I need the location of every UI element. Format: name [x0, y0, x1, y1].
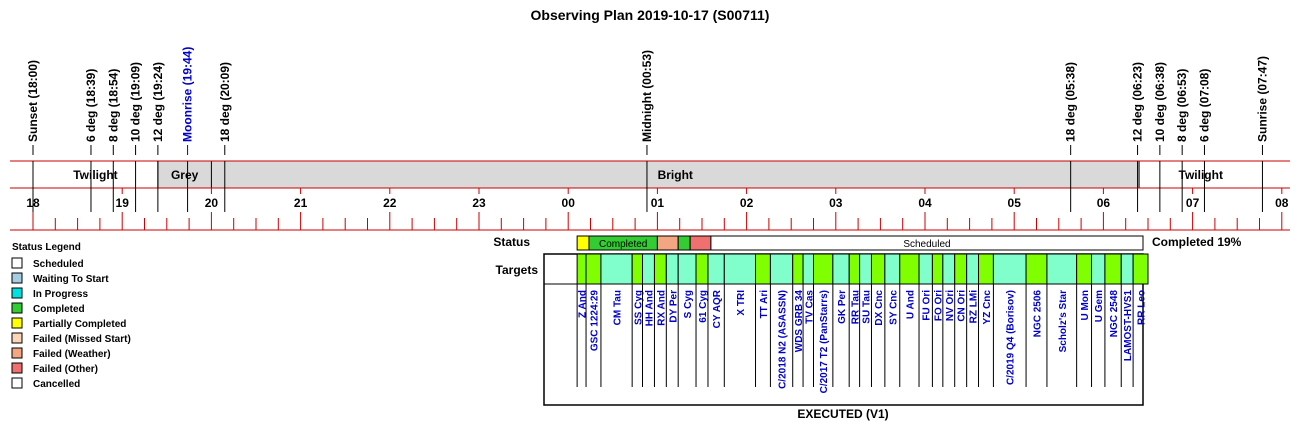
target-name: GSC 1224:29 [589, 290, 601, 352]
hour-tick-label: 20 [204, 196, 219, 210]
target-name: NV Ori [944, 290, 956, 322]
target-block [678, 254, 696, 284]
target-block [993, 254, 1026, 284]
hour-tick-label: 07 [1185, 196, 1200, 210]
status-row [577, 236, 1143, 250]
target-block [708, 254, 724, 284]
legend-swatch [12, 318, 22, 328]
legend-swatch [12, 363, 22, 373]
target-name: S Cyg [683, 290, 695, 319]
target-name: C/2019 Q4 (Borisov) [1005, 290, 1017, 386]
target-name: RX And [656, 290, 668, 326]
target-block [577, 254, 586, 284]
hour-tick-label: 23 [472, 196, 486, 210]
target-block [919, 254, 932, 284]
target-block [1047, 254, 1077, 284]
target-block [967, 254, 979, 284]
target-block [1077, 254, 1092, 284]
target-name: C/2017 T2 (PanStarrs) [819, 290, 831, 394]
hour-tick-label: 04 [918, 196, 932, 210]
target-name: YZ Cnc [981, 290, 993, 325]
legend-item-label: In Progress [33, 289, 89, 300]
target-name: DX Cnc [874, 290, 886, 326]
event-label: 6 deg (18:39) [83, 68, 98, 142]
target-block [793, 254, 803, 284]
target-block [1121, 254, 1133, 284]
target-block [654, 254, 666, 284]
hour-tick-label: 22 [383, 196, 397, 210]
event-label: 12 deg (19:24) [150, 61, 165, 142]
target-block [601, 254, 632, 284]
legend-item-label: Scheduled [33, 259, 84, 270]
status-segment-label: Completed [599, 239, 648, 250]
target-block [885, 254, 900, 284]
legend-swatch [12, 378, 22, 388]
hour-tick-label: 01 [650, 196, 665, 210]
status-segment-partial [577, 236, 589, 250]
target-name: RR Tau [850, 290, 862, 325]
target-name: CM Tau [612, 290, 624, 326]
target-name: FO Ori [933, 290, 945, 322]
target-name: X TRI [735, 290, 747, 316]
target-block [1133, 254, 1148, 284]
legend-item-label: Partially Completed [33, 319, 127, 330]
target-block [849, 254, 859, 284]
event-label: 18 deg (05:38) [1063, 61, 1078, 142]
target-block [943, 254, 955, 284]
target-block [1105, 254, 1121, 284]
event-label: 12 deg (06:23) [1130, 61, 1145, 142]
target-name: GK Per [837, 290, 849, 324]
target-name: NGC 2548 [1109, 290, 1121, 338]
hour-tick-label: 18 [26, 196, 40, 210]
event-label: Sunset (18:00) [26, 59, 40, 142]
band-label-3: Twilight [1178, 168, 1223, 182]
target-name: CN Ori [956, 290, 968, 322]
event-label: 6 deg (07:08) [1197, 68, 1212, 142]
target-name: Scholz's Star [1057, 290, 1069, 353]
event-label: 10 deg (19:09) [128, 61, 143, 142]
event-label: 8 deg (18:54) [106, 68, 121, 142]
legend-swatch [12, 303, 22, 313]
legend-item-label: Failed (Weather) [33, 349, 111, 360]
target-name: C/2018 N2 (ASASSN) [777, 290, 789, 389]
hour-tick-label: 19 [115, 196, 129, 210]
event-label: 10 deg (06:38) [1152, 61, 1167, 142]
target-block [643, 254, 655, 284]
event-label: 8 deg (06:53) [1175, 68, 1190, 142]
executed-footer: EXECUTED (V1) [797, 407, 889, 421]
target-block [932, 254, 942, 284]
target-name: U Mon [1080, 290, 1092, 321]
status-segment-completed [678, 236, 690, 250]
target-name: RR Leo [1136, 290, 1148, 325]
hour-tick-label: 02 [739, 196, 754, 210]
band-label-2: Bright [657, 168, 693, 182]
legend-item-label: Failed (Missed Start) [33, 334, 131, 345]
target-block [586, 254, 601, 284]
hour-tick-label: 05 [1007, 196, 1021, 210]
hour-tick-label: 06 [1096, 196, 1111, 210]
target-block [900, 254, 919, 284]
legend-swatch [12, 288, 22, 298]
status-row-label: Status [493, 235, 530, 249]
target-name: WDS GRB 34 [793, 290, 805, 353]
target-name: DY Per [668, 290, 680, 323]
target-name: Z And [577, 290, 589, 318]
legend-item-label: Completed [33, 304, 85, 315]
event-label: Moonrise (19:44) [180, 46, 195, 142]
sky-bands [10, 161, 1290, 188]
target-name: CY AQR [712, 290, 724, 329]
legend-item-label: Failed (Other) [33, 364, 99, 375]
legend-item-label: Cancelled [33, 379, 81, 390]
hour-tick-label: 08 [1275, 196, 1289, 210]
target-name: LAMOST-HVS1 [1123, 290, 1135, 362]
target-block [979, 254, 994, 284]
completion-text: Completed 19% [1152, 235, 1242, 249]
band-label-0: Twilight [73, 168, 118, 182]
target-name: U Gem [1094, 290, 1106, 323]
targets-row-label: Targets [495, 263, 538, 277]
target-block [871, 254, 884, 284]
target-name: RZ LMi [968, 290, 980, 324]
target-block [666, 254, 678, 284]
target-name: SY Cnc [888, 290, 900, 325]
legend-swatch [12, 258, 22, 268]
targets-row [544, 254, 1148, 405]
status-legend [12, 258, 131, 390]
target-block [1092, 254, 1105, 284]
target-block [696, 254, 708, 284]
target-block [756, 254, 771, 284]
target-block [833, 254, 849, 284]
target-name: TT Ari [758, 290, 770, 319]
hour-tick-label: 00 [561, 196, 575, 210]
target-block [1026, 254, 1047, 284]
target-block [814, 254, 833, 284]
band-label-1: Grey [170, 168, 199, 182]
legend-swatch [12, 333, 22, 343]
event-label: 18 deg (20:09) [217, 61, 232, 142]
target-block [860, 254, 872, 284]
target-name: SU Tau [861, 290, 873, 324]
target-name: FU Ori [921, 290, 933, 321]
target-block [724, 254, 755, 284]
target-block [803, 254, 813, 284]
target-block [770, 254, 792, 284]
legend-title: Status Legend [12, 242, 81, 253]
legend-swatch [12, 273, 22, 283]
target-name: NGC 2506 [1032, 290, 1044, 338]
target-name: U And [905, 290, 917, 320]
hour-tick-label: 03 [829, 196, 843, 210]
hour-tick-label: 21 [293, 196, 308, 210]
legend-swatch [12, 348, 22, 358]
target-name: 61 Cyg [698, 290, 709, 323]
target-name: HH And [644, 290, 656, 327]
target-block [955, 254, 967, 284]
status-segment-failed_weather [657, 236, 678, 250]
legend-item-label: Waiting To Start [33, 274, 109, 285]
time-axis [10, 188, 1290, 230]
event-label: Sunrise (07:47) [1255, 55, 1270, 142]
target-name: TV Cas [804, 290, 816, 324]
target-block [632, 254, 642, 284]
status-segment-label: Scheduled [903, 239, 951, 250]
status-segment-failed_other [690, 236, 711, 250]
chart-title: Observing Plan 2019-10-17 (S00711) [530, 7, 770, 23]
event-label: Midnight (00:53) [639, 50, 654, 142]
target-name: SS Cyg [633, 290, 645, 326]
